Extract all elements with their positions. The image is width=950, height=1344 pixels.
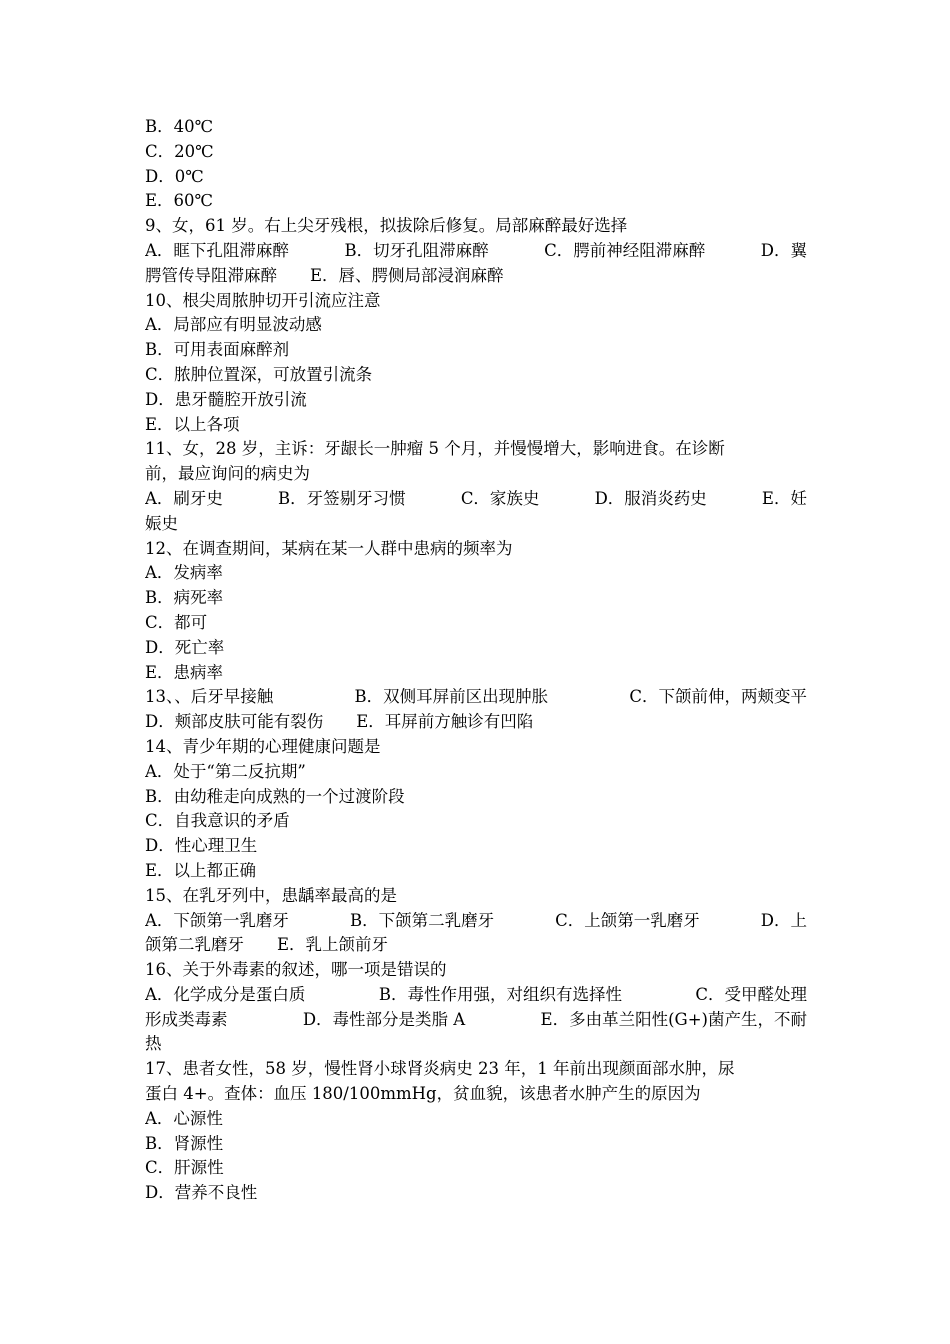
text-line: D．患牙髓腔开放引流 [145,389,307,409]
text-line-justified [145,487,807,512]
text-segment: 形成类毒素 [145,1009,228,1029]
text-line-justified [145,983,807,1008]
text-segment: A．眶下孔阻滞麻醉 [145,240,289,260]
text-line: 蛋白 4+。查体：血压 180/100mmHg，贫血貌，该患者水肿产生的原因为 [145,1084,701,1104]
text-segment: C．下颌前伸，两颊变平 [629,687,807,707]
text-line: B．40℃ [145,117,214,136]
text-line: E．60℃ [145,191,213,211]
text-line: 颌第二乳磨牙 E．乳上颌前牙 [145,935,389,955]
text-line-justified [145,239,807,264]
text-line: E．以上都正确 [145,860,257,880]
text-line: E．患病率 [145,662,224,682]
text-line: 9、女，61 岁。右上尖牙残根，拟拔除后修复。局部麻醉最好选择 [145,216,628,236]
text-segment: E．妊 [761,488,807,508]
text-segment: 13、、后牙早接触 [145,687,274,707]
text-segment: B．毒性作用强，对组织有选择性 [378,984,622,1004]
text-line-justified [145,685,807,710]
text-line: D．0℃ [145,166,204,186]
text-line: E．以上各项 [145,414,240,434]
text-segment: D．翼 [760,240,807,260]
text-line: D．死亡率 [145,637,225,657]
text-line: A．心源性 [145,1108,223,1128]
text-line: C．肝源性 [145,1158,224,1178]
text-line: B．由幼稚走向成熟的一个过渡阶段 [145,786,405,806]
text-segment: 17、患者女性，58 岁，慢性肾小球肾炎病史 23 年，1 年前出现颜面部水肿，尿 [145,1059,735,1079]
text-segment: 11、女，28 岁，主诉：牙龈长一肿瘤 5 个月，并慢慢增大，影响进食。在诊断 [145,439,725,459]
text-segment: E．多由革兰阳性(G+)菌产生，不耐 [540,1009,807,1029]
text-segment: A．化学成分是蛋白质 [145,984,306,1004]
text-line: 热 [145,1034,162,1054]
text-line: D．性心理卫生 [145,836,258,856]
text-segment: A．刷牙史 [145,488,223,508]
text-line: 16、关于外毒素的叙述，哪一项是错误的 [145,960,447,980]
text-segment: C．上颌第一乳磨牙 [555,910,700,930]
text-segment: D．毒性部分是类脂 A [302,1009,466,1029]
text-segment: D．服消炎药史 [594,488,707,508]
text-segment: B．切牙孔阻滞麻醉 [344,240,489,260]
text-segment: A．下颌第一乳磨牙 [145,910,289,930]
text-line: A．处于“第二反抗期” [145,761,306,781]
text-line-justified [145,909,807,934]
text-line: B．可用表面麻醉剂 [145,340,290,360]
text-line: C．自我意识的矛盾 [145,811,290,831]
text-segment: B．下颌第二乳磨牙 [349,910,495,930]
text-line: 腭管传导阻滞麻醉 E．唇、腭侧局部浸润麻醉 [145,265,504,285]
text-line: 10、根尖周脓肿切开引流应注意 [145,290,381,310]
text-line-justified [145,1008,807,1033]
text-line: D．颊部皮肤可能有裂伤 E．耳屏前方触诊有凹陷 [145,712,534,732]
text-segment: D．上 [760,910,807,930]
text-line: C．20℃ [145,141,214,161]
text-segment: C．腭前神经阻滞麻醉 [544,240,706,260]
text-line: D．营养不良性 [145,1183,258,1203]
text-segment: B．双侧耳屏前区出现肿胀 [354,687,549,707]
text-line: A．局部应有明显波动感 [145,315,322,335]
text-line: 12、在调查期间，某病在某一人群中患病的频率为 [145,538,513,558]
text-line: 14、青少年期的心理健康问题是 [145,736,381,756]
text-segment: B．牙签剔牙习惯 [278,488,406,508]
text-line: A．发病率 [145,563,223,583]
text-line: 15、在乳牙列中，患龋率最高的是 [145,885,397,905]
text-line-justified [145,1057,807,1082]
text-line: C．都可 [145,612,208,632]
text-line-justified [145,437,807,462]
document-body [145,115,807,1206]
text-segment: C．受甲醛处理 [695,984,807,1004]
text-line: C．脓肿位置深，可放置引流条 [145,364,373,384]
text-line: 娠史 [145,513,178,533]
text-line: B．病死率 [145,588,224,608]
text-line: 前，最应询问的病史为 [145,464,310,484]
text-segment: C．家族史 [460,488,540,508]
text-line: B．肾源性 [145,1133,224,1153]
